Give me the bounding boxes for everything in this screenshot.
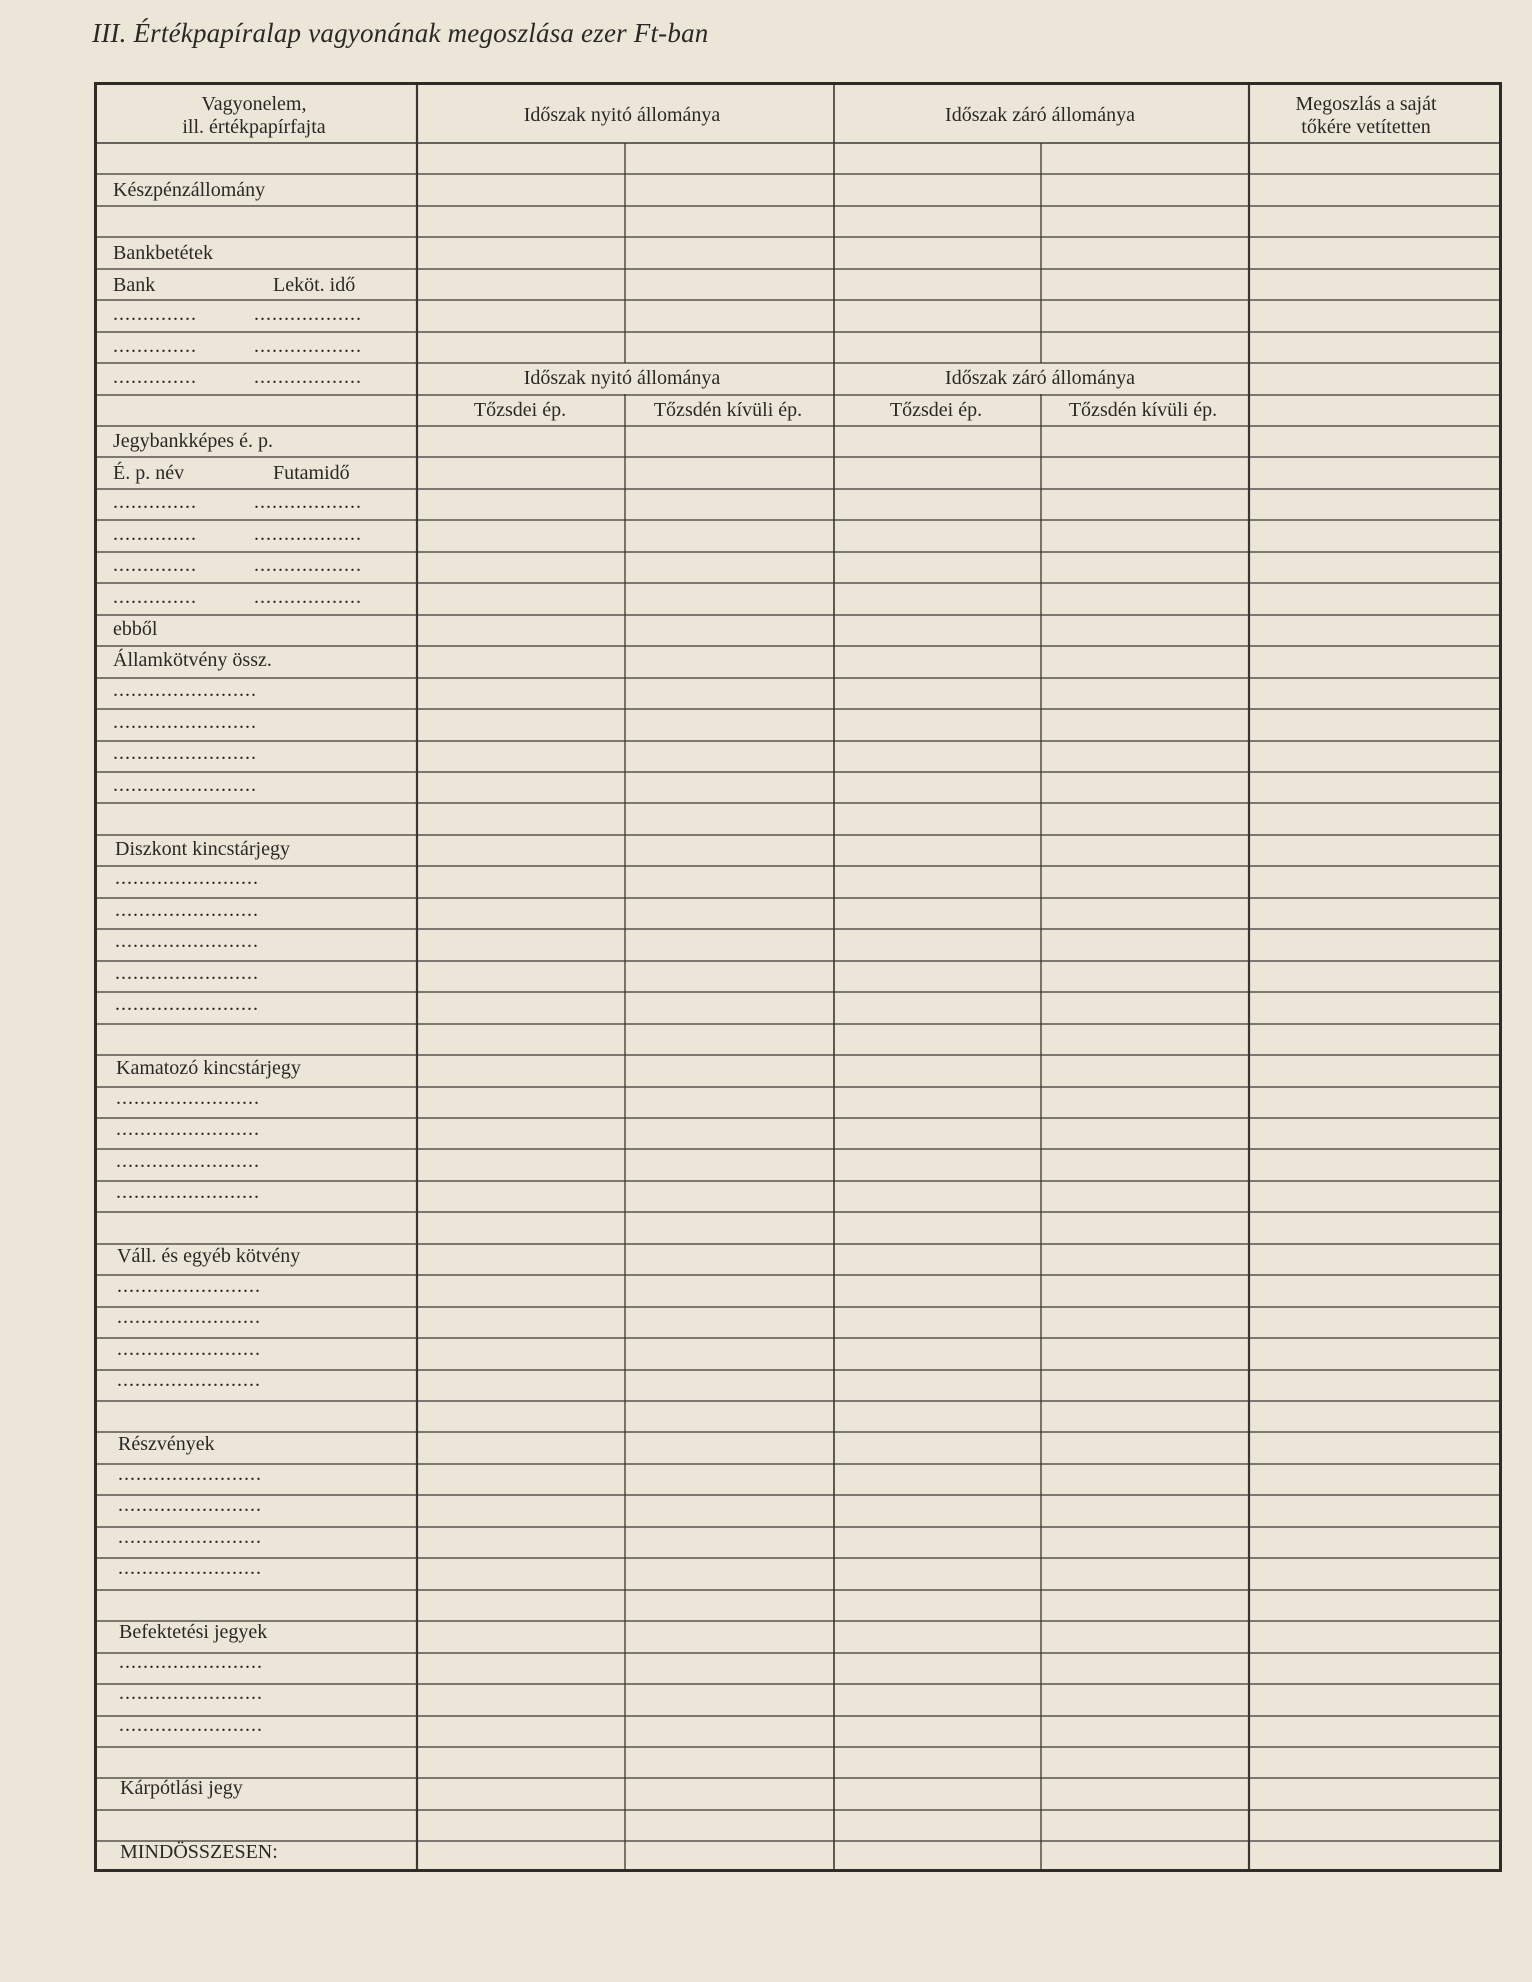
- row-interest-tbill: Kamatozó kincstárjegy: [116, 1057, 301, 1079]
- blank-fund-2: ........................: [119, 1682, 263, 1704]
- blank-mat-2: ..................: [254, 523, 362, 545]
- row-gov-bond-total: Államkötvény össz.: [113, 649, 272, 671]
- blank-sec-1: ..............: [113, 491, 197, 513]
- blank-bank-3: ..............: [113, 366, 197, 388]
- blank-gov-2: ........................: [113, 711, 257, 733]
- blank-gov-1: ........................: [113, 679, 257, 701]
- subheader-opening: Időszak nyitó állománya: [523, 367, 721, 389]
- blank-mat-3: ..................: [254, 554, 362, 576]
- row-shares: Részvények: [118, 1433, 215, 1455]
- blank-disc-4: ........................: [115, 962, 259, 984]
- row-total: MINDÖSSZESEN:: [120, 1841, 278, 1863]
- blank-fund-1: ........................: [119, 1651, 263, 1673]
- subheader-open-exchange: Tőzsdei ép.: [473, 399, 567, 421]
- header-col1-line1: Vagyonelem,: [201, 93, 307, 115]
- header-opening: Időszak nyitó állománya: [523, 104, 721, 126]
- blank-shares-4: ........................: [118, 1557, 262, 1579]
- row-compensation: Kárpótlási jegy: [120, 1777, 243, 1799]
- blank-int-4: ........................: [116, 1181, 260, 1203]
- row-fund-units: Befektetési jegyek: [119, 1621, 268, 1643]
- blank-disc-5: ........................: [115, 993, 259, 1015]
- subheader-close-exchange: Tőzsdei ép.: [889, 399, 983, 421]
- row-cash: Készpénzállomány: [113, 179, 266, 201]
- blank-sec-4: ..............: [113, 586, 197, 608]
- blank-corp-2: ........................: [117, 1306, 261, 1328]
- subheader-closing: Időszak záró állománya: [945, 367, 1135, 389]
- blank-gov-4: ........................: [113, 774, 257, 796]
- blank-int-1: ........................: [116, 1087, 260, 1109]
- blank-disc-2: ........................: [115, 899, 259, 921]
- blank-shares-3: ........................: [118, 1526, 262, 1548]
- blank-int-3: ........................: [116, 1150, 260, 1172]
- blank-term-2: ..................: [254, 335, 362, 357]
- row-discount-tbill: Diszkont kincstárjegy: [115, 838, 290, 860]
- blank-sec-3: ..............: [113, 554, 197, 576]
- header-share-line1: Megoszlás a saját: [1295, 93, 1437, 115]
- blank-shares-2: ........................: [118, 1494, 262, 1516]
- blank-sec-2: ..............: [113, 523, 197, 545]
- blank-int-2: ........................: [116, 1118, 260, 1140]
- blank-term-3: ..................: [254, 366, 362, 388]
- blank-corp-4: ........................: [117, 1369, 261, 1391]
- blank-fund-3: ........................: [119, 1714, 263, 1736]
- row-term: Leköt. idő: [273, 274, 356, 296]
- blank-shares-1: ........................: [118, 1463, 262, 1485]
- blank-mat-4: ..................: [254, 586, 362, 608]
- blank-corp-3: ........................: [117, 1338, 261, 1360]
- page-title: III. Értékpapíralap vagyonának megoszlása ezer Ft-ban: [92, 18, 709, 48]
- row-maturity: Futamidő: [273, 462, 350, 484]
- blank-term-1: ..................: [254, 303, 362, 325]
- subheader-close-otc: Tőzsdén kívüli ép.: [1068, 399, 1218, 421]
- blank-mat-1: ..................: [254, 491, 362, 513]
- blank-disc-1: ........................: [115, 867, 259, 889]
- blank-bank-2: ..............: [113, 335, 197, 357]
- row-mnb-eligible: Jegybankképes é. p.: [113, 430, 273, 452]
- header-closing: Időszak záró állománya: [945, 104, 1135, 126]
- header-share-line2: tőkére vetítetten: [1301, 116, 1431, 138]
- subheader-open-otc: Tőzsdén kívüli ép.: [653, 399, 803, 421]
- row-of-which: ebből: [113, 618, 158, 640]
- row-deposits: Bankbetétek: [113, 242, 213, 264]
- row-sec-name: É. p. név: [113, 462, 185, 484]
- blank-disc-3: ........................: [115, 930, 259, 952]
- row-bank: Bank: [113, 274, 156, 296]
- row-corp-bond: Váll. és egyéb kötvény: [117, 1245, 301, 1267]
- blank-bank-1: ..............: [113, 303, 197, 325]
- blank-corp-1: ........................: [117, 1275, 261, 1297]
- blank-gov-3: ........................: [113, 742, 257, 764]
- header-col1-line2: ill. értékpapírfajta: [182, 116, 326, 138]
